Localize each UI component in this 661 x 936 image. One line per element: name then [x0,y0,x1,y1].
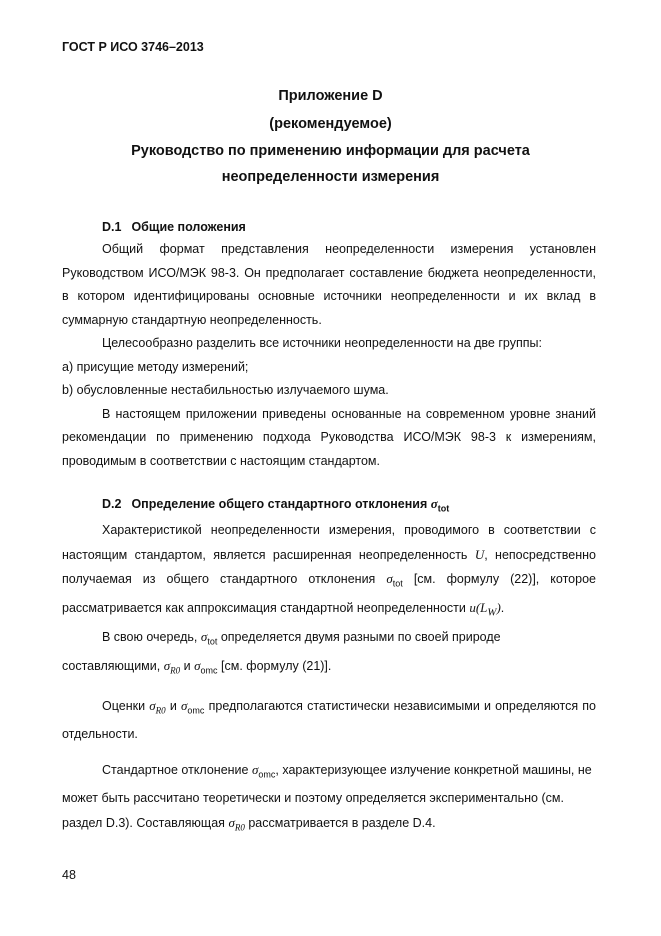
section-number: D.2 [102,497,122,511]
list-item: b) обусловленные нестабильностью излучаемого шума. [62,383,389,397]
sigma-tot-symbol: $\sigma_{tot}$ [386,571,403,589]
sigma-r0-symbol: $\sigma_{R0}$ [228,814,245,833]
section-d1-body [62,238,596,473]
sigma-tot-symbol: $\sigma_{tot}$ [200,629,218,647]
paragraph: Стандартное отклонение $\sigma_{omc}$, характеризующее излучение конкретной машины, не может быть рассчитано теоретически и поэтому определяется экспериментально (см. раздел D.3). Составляющая $\sigma_{R0}$ рассматривается в разделе D.4. [62,761,592,833]
sigma-tot-symbol: $\sigma_{tot}$ [430,496,450,514]
paragraph: В свою очередь, $\sigma_{tot}$ определяется двумя разными по своей природе составляющими, $\sigma_{R0}$ и $\sigma_{omc}$ [см. формулу (21)]. [62,629,501,676]
section-number: D.1 [102,220,122,234]
sigma-omc-symbol: $\sigma_{omc}$ [180,698,205,716]
paragraph: В настоящем приложении приведены основанные на современном уровне знаний рекомендации по применению подхода Руководства ИСО/МЭК 98-3 к измерениям, проводимым в соответствии с настоящим стандартом. [62,406,596,468]
appendix-heading-line1: Руководство по применению информации для расчета [131,143,530,159]
list-item: а) присущие методу измерений; [62,359,249,374]
document-header: ГОСТ Р ИСО 3746–2013 [62,40,204,54]
paragraph: Общий формат представления неопределенности измерения установлен Руководством ИСО/МЭК 98-3. Он предполагает составление бюджета неопределенности, в котором идентифицированы основные источники неопределенности и их вклад в суммарную стандартную неопределенность. [62,242,596,327]
appendix-status: (рекомендуемое) [269,116,392,132]
sigma-r0-symbol: $\sigma_{R0}$ [149,698,166,716]
appendix-heading-line2: неопределенности измерения [221,169,440,185]
paragraph: Целесообразно разделить все источники неопределенности на две группы: [102,336,542,350]
appendix-title: Приложение D [278,88,383,104]
sigma-omc-symbol: $\sigma_{omc}$ [194,658,218,676]
section-d2-body [62,519,596,840]
standard-uncertainty-symbol: $u(L_W)$ [469,600,501,619]
sigma-r0-symbol: $\sigma_{R0}$ [163,658,181,676]
expanded-uncertainty-symbol: U [474,546,485,562]
section-d1-heading [102,220,246,234]
page-number: 48 [62,868,76,882]
section-title: Общие положения [131,220,246,234]
paragraph: Характеристикой неопределенности измерения, проводимого в соответствии с настоящим стандартом, является расширенная неопределенность U, непосредственно получаемая из общего стандартного отклонения $\sigma_{tot}$ [см. формулу (22)], которое рассматривается как аппроксимация стандартной неопределенности $u(L_W)$. [62,523,596,619]
section-d2-heading [102,496,449,514]
sigma-omc-symbol: $\sigma_{omc}$ [251,761,276,780]
section-title: Определение общего стандартного отклонения [131,497,428,511]
paragraph: Оценки $\sigma_{R0}$ и $\sigma_{omc}$ предполагаются статистически независимыми и определяются по отдельности. [62,698,596,742]
